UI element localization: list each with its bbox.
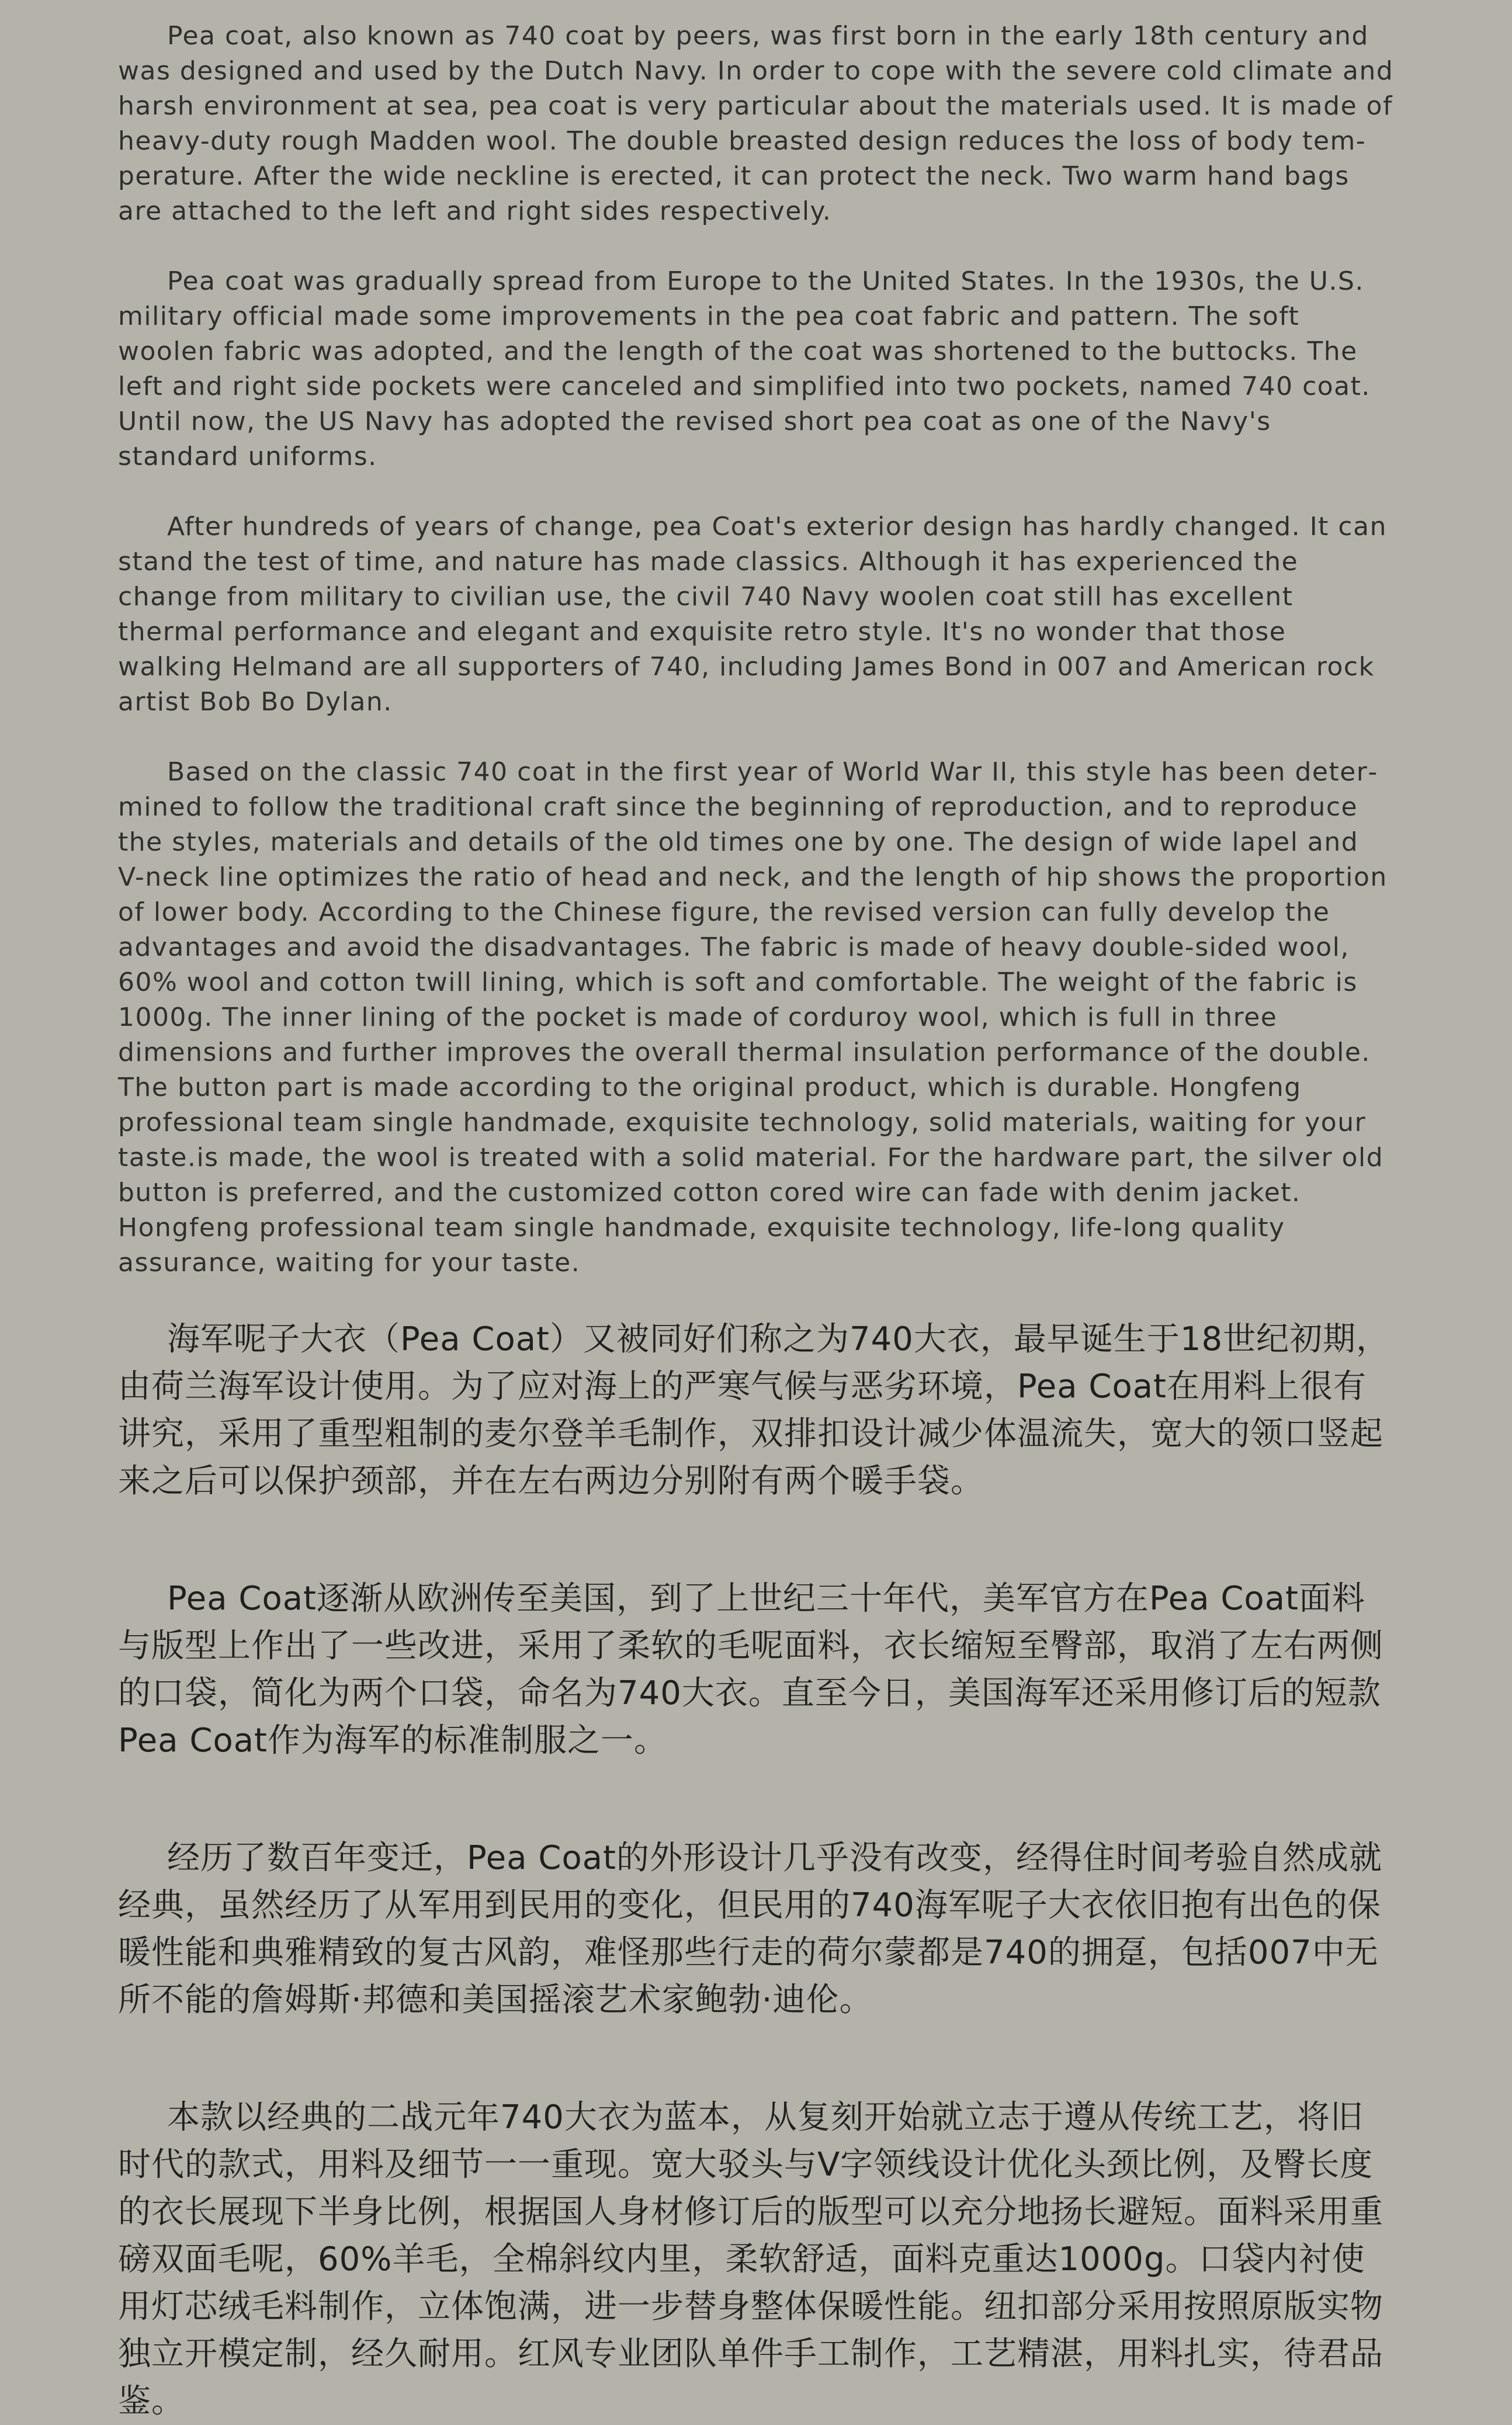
chinese-paragraph-origin: 海军呢子大衣（Pea Coat）又被同好们称之为740大衣，最早诞生于18世纪初期，由荷兰海军设计使用。为了应对海上的严寒气候与恶劣环境，Pea Coat在用料上很有讲究，采用了重型粗制的麦尔登羊毛制作，双排扣设计减少体温流失，宽大的领口竖起来之后可以保护颈部，并在左右两边分别附有两个暖手袋。 [118,1320,1390,1500]
english-paragraph-origin: Pea coat, also known as 740 coat by peers, was first born in the early 18th century and was designed and used by the Dutch Navy. In order to cope with the severe cold climate and harsh environment at sea, pea coat is very particular about the materials used. It is made of heavy-duty rough Madden wool. The double breasted design reduces the loss of body temperature. After the wide neckline is erected, it can protect the neck. Two warm hand bags are attached to the left and right sides respectively. [118,21,1394,226]
chinese-paragraph-classic-design: 经历了数百年变迁，Pea Coat的外形设计几乎没有改变，经得住时间考验自然成就经典，虽然经历了从军用到民用的变化，但民用的740海军呢子大衣依旧抱有出色的保暖性能和典雅精致的复古风韵，难怪那些行走的荷尔蒙都是740的拥趸，包括007中无所不能的詹姆斯·邦德和美国摇滚艺术家鲍勃·迪伦。 [118,1839,1382,2019]
chinese-description [118,1316,1394,2425]
english-paragraph-classic-design: After hundreds of years of change, pea Coat's exterior design has hardly changed. It can stand the test of time, and nature has made classics. Although it has experienced the change from military to civilian use, the civil 740 Navy woolen coat still has excellent thermal performance and elegant and exquisite retro style. It's no wonder that those walking Helmand are all supporters of 740, including James Bond in 007 and American rock artist Bob Bo Dylan. [118,512,1387,717]
english-paragraph-us-adoption: Pea coat was gradually spread from Europe to the United States. In the 1930s, the U.S. military official made some improvements in the pea coat fabric and pattern. The soft woolen fabric was adopted, and the length of the coat was shortened to the buttocks. The left and right side pockets were canceled and simplified into two pockets, named 740 coat. Until now, the US Navy has adopted the revised short pea coat as one of the Navy's standard uniforms. [118,266,1371,471]
english-paragraph-product-details: Based on the classic 740 coat in the first year of World War II, this style has been determined to follow the traditional craft since the beginning of reproduction, and to reproduce the styles, materials and details of the old times one by one. The design of wide lapel and V-neck line optimizes the ratio of head and neck, and the length of hip shows the proportion of lower body. According to the Chinese figure, the revised version can fully develop the advantages and avoid the disadvantages. The fabric is made of heavy double-sided wool, 60% wool and cotton twill lining, which is soft and comfortable. The weight of the fabric is 1000g. The inner lining of the pocket is made of corduroy wool, which is full in three dimensions and further improves the overall thermal insulation performance of the double. The button part is made according to the original product, which is durable. Hongfeng professional team single handmade, exquisite technology, solid materials, waiting for your taste.is made, the wool is treated with a solid material. For the hardware part, the silver old button is preferred, and the customized cotton cored wire can fade with denim jacket. Hongfeng professional team single handmade, exquisite technology, life-long quality assurance, waiting for your taste. [118,757,1388,1278]
chinese-paragraph-us-adoption: Pea Coat逐渐从欧洲传至美国，到了上世纪三十年代，美军官方在Pea Coat面料与版型上作出了一些改进，采用了柔软的毛呢面料，衣长缩短至臀部，取消了左右两侧的口袋，简化为两个口袋，命名为740大衣。直至今日，美国海军还采用修订后的短款Pea Coat作为海军的标准制服之一。 [118,1580,1383,1760]
chinese-paragraph-product-details: 本款以经典的二战元年740大衣为蓝本，从复刻开始就立志于遵从传统工艺，将旧时代的款式，用料及细节一一重现。宽大驳头与V字领线设计优化头颈比例，及臀长度的衣长展现下半身比例，根据国人身材修订后的版型可以充分地扬长避短。面料采用重磅双面毛呢，60%羊毛，全棉斜纹内里，柔软舒适，面料克重达1000g。口袋内衬使用灯芯绒毛料制作，立体饱满，进一步替身整体保暖性能。纽扣部分采用按照原版实物独立开模定制，经久耐用。红风专业团队单件手工制作，工艺精湛，用料扎实，待君品鉴。 [118,2098,1383,2420]
english-description [118,19,1394,1281]
